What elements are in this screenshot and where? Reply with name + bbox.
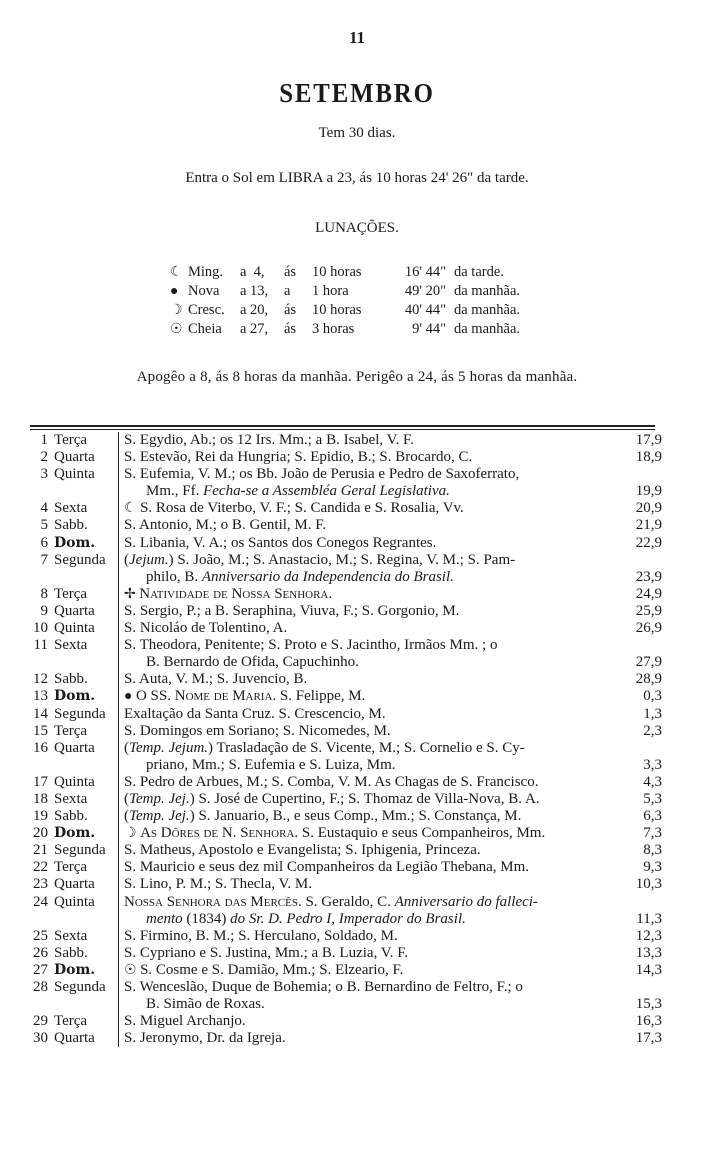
saints-description [124, 688, 365, 705]
day-number: 23 [33, 876, 48, 893]
saints-description [146, 996, 265, 1013]
moon-age: 15,3 [635, 996, 662, 1013]
saints-description [146, 757, 396, 774]
text-segment: S. Theodora, Penitente; S. Proto e S. Jacintho, Irmãos Mm. ; o [124, 637, 498, 654]
lunations-title: LUNAÇÕES. [315, 220, 399, 236]
text-segment: Exaltação da Santa Cruz. S. Crescencio, M. [124, 705, 386, 722]
row-line [0, 928, 714, 945]
feast-name: Nossa Senhora das Mercês. [124, 893, 302, 910]
table-row [0, 894, 714, 928]
text-segment: S. Mauricio e seus dez mil Companheiros da Legião Thebana, Mm. [124, 859, 530, 876]
row-line [0, 569, 714, 586]
weekday: Quinta [54, 620, 95, 637]
moon-age: 3,3 [643, 756, 662, 773]
weekday: Quarta [54, 876, 95, 893]
text-segment: B. Bernardo de Ofida, Capuchinho. [146, 654, 359, 671]
text-segment: ( [124, 551, 129, 568]
text-segment: priano, Mm.; S. Eufemia e S. Luiza, Mm. [146, 756, 396, 773]
weekday: Sabb. [54, 671, 88, 688]
weekday: Terça [54, 859, 88, 876]
moon-age: 21,9 [635, 517, 662, 534]
saints-description [124, 876, 312, 893]
lunation-prep: ás [284, 321, 297, 337]
row-line [0, 894, 714, 911]
row-line [0, 962, 714, 979]
lunation-phase: Cresc. [188, 302, 225, 318]
day-number: 3 [40, 466, 48, 483]
row-line [0, 723, 714, 740]
weekday: Segunda [54, 551, 106, 568]
table-row [0, 706, 714, 723]
weekday: Quarta [54, 449, 95, 466]
day-number: 24 [33, 893, 48, 910]
text-segment: O SS. [135, 688, 175, 705]
table-row [0, 825, 714, 842]
moon-age: 8,3 [643, 842, 662, 859]
feast-name: As Dôres de N. Senhora. [140, 825, 299, 842]
text-segment: (1834) [182, 910, 231, 927]
saints-description [124, 723, 391, 740]
table-row [0, 586, 714, 603]
lunation-day: a 13, [240, 283, 269, 299]
table-row [0, 552, 714, 586]
row-line [0, 740, 714, 757]
lunation-prep: a [284, 283, 291, 299]
saints-description [124, 979, 523, 996]
row-line [0, 791, 714, 808]
text-segment: ) S. José de Cupertino, F.; S. Thomaz de Villa-Nova, B. A. [189, 790, 540, 807]
weekday: Quinta [54, 773, 95, 790]
lunation-period: da manhãa. [454, 283, 521, 299]
table-row [0, 791, 714, 808]
moon-full-icon: ☉ [170, 322, 183, 337]
row-line [0, 688, 714, 705]
table-row [0, 979, 714, 1013]
weekday: Quinta [54, 466, 95, 483]
moon-age: 6,3 [643, 808, 662, 825]
saints-description [124, 894, 538, 911]
row-line [0, 1013, 714, 1030]
day-number: 7 [40, 551, 48, 568]
lunation-hours: 1 hora [312, 283, 349, 299]
text-segment: philo, B. [146, 568, 202, 585]
text-segment: S. Matheus, Apostolo e Evangelista; S. Iphigenia, Princeza. [124, 842, 481, 859]
lunation-phase: Nova [188, 283, 220, 299]
row-line [0, 586, 714, 603]
text-segment: S. Libania, V. A.; os Santos dos Conegos Regrantes. [124, 534, 437, 551]
row-line [0, 449, 714, 466]
lunation-phase: Ming. [188, 264, 224, 280]
moon-age: 20,9 [635, 500, 662, 517]
saints-description [124, 552, 515, 569]
saints-description [146, 654, 359, 671]
moon-age: 14,3 [635, 961, 662, 978]
moon-age: 11,3 [636, 910, 662, 927]
table-row [0, 723, 714, 740]
lunation-prep: ás [284, 264, 297, 280]
table-row [0, 928, 714, 945]
table-row [0, 432, 714, 449]
moon-age: 25,9 [635, 602, 662, 619]
italic-text: Anniversario da Independencia do Brasil. [201, 568, 454, 585]
weekday: Sabb. [54, 517, 88, 534]
text-segment: S. Geraldo, C. [301, 893, 395, 910]
weekday: Segunda [54, 705, 106, 722]
moon-age: 18,9 [635, 449, 662, 466]
row-line [0, 842, 714, 859]
lunation-row [170, 263, 520, 282]
row-line [0, 552, 714, 569]
moon-phase-icon: ✢ [124, 586, 140, 602]
table-row [0, 500, 714, 517]
table-row [0, 535, 714, 552]
sun-entry: Entra o Sol em LIBRA a 23, ás 10 horas 24' 26" da tarde. [185, 170, 529, 186]
day-number: 8 [40, 585, 48, 602]
text-segment: S. Eufemia, V. M.; os Bb. João de Perusia e Pedro de Saxoferrato, [124, 466, 520, 483]
table-row [0, 945, 714, 962]
row-line [0, 859, 714, 876]
table-row [0, 603, 714, 620]
lunation-minsec: 40' 44" [404, 302, 446, 318]
moon-phase-icon: ☾ [124, 501, 141, 517]
moon-phase-icon: ☽ [124, 826, 141, 842]
text-segment: S. Firmino, B. M.; S. Herculano, Soldado, M. [124, 927, 398, 944]
row-line [0, 500, 714, 517]
saints-description [124, 535, 436, 552]
weekday: Terça [54, 1013, 88, 1030]
lunations-list [170, 263, 520, 339]
saints-description [124, 928, 398, 945]
italic-text: Anniversario do falleci- [394, 893, 538, 910]
day-number: 6 [40, 534, 48, 551]
text-segment: S. Miguel Archanjo. [124, 1013, 246, 1030]
day-number: 5 [40, 517, 48, 534]
saints-description [124, 808, 521, 825]
lunation-period: da tarde. [454, 264, 504, 280]
text-segment: B. Simão de Roxas. [146, 996, 265, 1013]
weekday: Sexta [54, 927, 88, 944]
lunation-minsec: 16' 44" [404, 264, 446, 280]
weekday: Quarta [54, 1030, 95, 1047]
day-number: 1 [40, 432, 48, 448]
lunation-phase: Cheia [188, 321, 222, 337]
text-segment: S. Nicoláo de Tolentino, A. [124, 620, 288, 637]
weekday: Sabb. [54, 944, 88, 961]
saints-description [124, 706, 386, 723]
weekday: Terça [54, 585, 88, 602]
text-segment: S. Auta, V. M.; S. Juvencio, B. [124, 671, 308, 688]
lunation-hours: 3 horas [312, 321, 355, 337]
text-segment: S. Cosme e S. Damião, Mm.; S. Elzeario, F. [140, 961, 404, 978]
apogee-perigee: Apogêo a 8, ás 8 horas da manhãa. Perigêo a 24, ás 5 horas da manhãa. [136, 369, 578, 385]
day-number: 10 [33, 620, 48, 637]
table-row [0, 466, 714, 500]
moon-age: 4,3 [643, 773, 662, 790]
moon-age: 12,3 [635, 927, 662, 944]
day-number: 13 [33, 688, 48, 705]
text-segment: ( [124, 808, 129, 825]
saints-description [124, 859, 529, 876]
moon-age: 9,3 [643, 859, 662, 876]
saints-description [146, 911, 466, 928]
day-number: 26 [33, 944, 48, 961]
day-number: 29 [33, 1013, 48, 1030]
day-number: 15 [33, 722, 48, 739]
text-segment: S. Antonio, M.; o B. Gentil, M. F. [124, 517, 327, 534]
moon-phase-icon: ● [124, 689, 136, 705]
row-line [0, 757, 714, 774]
day-number: 30 [33, 1030, 48, 1047]
row-line [0, 603, 714, 620]
text-segment: S. Cypriano e S. Justina, Mm.; a B. Luzia, V. F. [124, 944, 409, 961]
table-row [0, 449, 714, 466]
lunation-row [170, 320, 520, 339]
lunation-day: a 4, [240, 264, 265, 280]
text-segment: S. Felippe, M. [276, 688, 366, 705]
moon-age: 13,3 [635, 944, 662, 961]
table-row [0, 688, 714, 705]
saints-description [124, 774, 538, 791]
italic-text: Temp. Jej. [129, 790, 190, 807]
moon-age: 26,9 [635, 620, 662, 637]
moon-age: 22,9 [635, 534, 662, 551]
italic-text: Temp. Jejum. [129, 739, 209, 756]
table-row [0, 1030, 714, 1047]
moon-age: 27,9 [635, 654, 662, 671]
table-row [0, 962, 714, 979]
saints-description [124, 671, 307, 688]
saints-description [124, 500, 464, 517]
text-segment: ) S. Januario, B., e seus Comp., Mm.; S. Constança, M. [189, 808, 522, 825]
weekday: Dom. [54, 534, 96, 551]
moon-age: 5,3 [643, 790, 662, 807]
row-line [0, 706, 714, 723]
italic-text: Temp. Jej. [129, 808, 190, 825]
table-row [0, 517, 714, 534]
days-count: Tem 30 dias. [318, 125, 396, 141]
day-number: 12 [33, 671, 48, 688]
moon-age: 24,9 [635, 585, 662, 602]
text-segment: ) S. João, M.; S. Anastacio, M.; S. Regina, V. M.; S. Pam- [168, 551, 516, 568]
table-row [0, 842, 714, 859]
row-line [0, 876, 714, 893]
table-row [0, 1013, 714, 1030]
italic-text: mento [146, 910, 183, 927]
saints-description [124, 945, 408, 962]
row-line [0, 774, 714, 791]
text-segment: Mm., Ff. [146, 483, 204, 500]
weekday: Dom. [54, 825, 96, 842]
saints-description [124, 1030, 286, 1047]
saints-description [124, 432, 414, 449]
moon-age: 16,3 [635, 1013, 662, 1030]
day-number: 25 [33, 927, 48, 944]
row-line [0, 825, 714, 842]
saints-description [124, 962, 403, 979]
lunation-period: da manhãa. [454, 302, 521, 318]
row-line [0, 945, 714, 962]
moon-age: 17,9 [635, 432, 662, 448]
moon-age: 2,3 [643, 722, 662, 739]
page-number: 11 [348, 28, 366, 47]
weekday: Dom. [54, 961, 96, 978]
day-number: 4 [40, 500, 48, 517]
moon-age: 10,3 [635, 876, 662, 893]
table-row [0, 808, 714, 825]
row-line [0, 911, 714, 928]
text-segment: S. Wenceslão, Duque de Bohemia; o B. Bernardino de Feltro, F.; o [124, 979, 523, 995]
moon-new-icon: ● [170, 284, 179, 299]
row-line [0, 1030, 714, 1047]
weekday: Segunda [54, 842, 106, 859]
weekday: Terça [54, 432, 88, 448]
row-line [0, 996, 714, 1013]
saints-description [146, 483, 450, 500]
table-row [0, 774, 714, 791]
text-segment: ( [124, 739, 129, 756]
italic-text: Fecha-se a Assembléa Geral Legislativa. [203, 483, 450, 500]
table-row [0, 637, 714, 671]
month-title: SETEMBRO [279, 78, 435, 108]
day-number: 14 [33, 705, 48, 722]
saints-description [124, 1013, 246, 1030]
weekday: Sabb. [54, 808, 88, 825]
day-number: 22 [33, 859, 48, 876]
lunation-minsec: 49' 20" [404, 283, 446, 299]
lunation-row [170, 282, 520, 301]
weekday: Quinta [54, 893, 95, 910]
moon-waning-icon: ☾ [170, 265, 183, 280]
text-segment: S. Pedro de Arbues, M.; S. Comba, V. M. As Chagas de S. Francisco. [124, 773, 539, 790]
weekday: Sexta [54, 790, 88, 807]
lunation-hours: 10 horas [312, 264, 362, 280]
text-segment: S. Egydio, Ab.; os 12 Irs. Mm.; a B. Isabel, V. F. [124, 432, 414, 448]
weekday: Sexta [54, 500, 88, 517]
lunation-period: da manhãa. [454, 321, 521, 337]
table-row [0, 876, 714, 893]
day-number: 27 [33, 961, 48, 978]
table-row [0, 620, 714, 637]
row-line [0, 637, 714, 654]
row-line [0, 808, 714, 825]
day-number: 18 [33, 790, 48, 807]
text-segment: S. Jeronymo, Dr. da Igreja. [124, 1030, 286, 1047]
saints-description [124, 791, 540, 808]
row-line [0, 432, 714, 449]
moon-waxing-icon: ☽ [170, 303, 183, 318]
weekday: Segunda [54, 979, 106, 995]
day-number: 11 [33, 637, 48, 654]
text-segment: S. Rosa de Viterbo, V. F.; S. Candida e S. Rosalia, Vv. [140, 500, 464, 517]
feast-name: Nome de Maria. [174, 688, 277, 705]
saints-description [124, 449, 472, 466]
row-line [0, 466, 714, 483]
text-segment: S. Sergio, P.; a B. Seraphina, Viuva, F.; S. Gorgonio, M. [124, 602, 460, 619]
row-line [0, 671, 714, 688]
moon-age: 23,9 [635, 568, 662, 585]
lunation-prep: ás [284, 302, 297, 318]
text-segment: S. Domingos em Soriano; S. Nicomedes, M. [124, 722, 391, 739]
moon-phase-icon: ☉ [124, 962, 141, 978]
italic-text: do Sr. D. Pedro I, Imperador do Brasil. [230, 910, 466, 927]
table-row [0, 859, 714, 876]
table-row [0, 671, 714, 688]
row-line [0, 517, 714, 534]
weekday: Dom. [54, 688, 96, 705]
moon-age: 28,9 [635, 671, 662, 688]
moon-age: 19,9 [635, 483, 662, 500]
double-rule [30, 425, 655, 430]
row-line [0, 979, 714, 996]
day-number: 21 [33, 842, 48, 859]
saints-description [124, 517, 326, 534]
row-line [0, 654, 714, 671]
saints-description [124, 603, 459, 620]
calendar-table [0, 432, 714, 1047]
weekday: Quarta [54, 739, 95, 756]
day-number: 2 [40, 449, 48, 466]
day-number: 19 [33, 808, 48, 825]
day-number: 20 [33, 825, 48, 842]
text-segment: ( [124, 790, 129, 807]
row-line [0, 620, 714, 637]
lunation-day: a 20, [240, 302, 269, 318]
moon-age: 17,3 [635, 1030, 662, 1047]
saints-description [124, 620, 287, 637]
text-segment: S. Estevão, Rei da Hungria; S. Epidio, B.; S. Brocardo, C. [124, 449, 473, 466]
day-number: 17 [33, 773, 48, 790]
saints-description [124, 586, 332, 603]
saints-description [124, 740, 525, 757]
lunation-hours: 10 horas [312, 302, 362, 318]
day-number: 28 [33, 979, 48, 995]
italic-text: Jejum. [129, 551, 169, 568]
moon-age: 1,3 [643, 705, 662, 722]
day-number: 9 [40, 602, 48, 619]
day-number: 16 [33, 739, 48, 756]
lunation-row [170, 301, 520, 320]
lunation-day: a 27, [240, 321, 269, 337]
saints-description [124, 842, 481, 859]
saints-description [146, 569, 454, 586]
row-line [0, 483, 714, 500]
weekday: Sexta [54, 637, 88, 654]
saints-description [124, 466, 519, 483]
saints-description [124, 825, 545, 842]
weekday: Quarta [54, 602, 95, 619]
feast-name: Natividade de Nossa Senhora. [139, 585, 333, 602]
weekday: Terça [54, 722, 88, 739]
saints-description [124, 637, 497, 654]
table-row [0, 740, 714, 774]
moon-age: 0,3 [643, 688, 662, 705]
text-segment: ) Trasladação de S. Vicente, M.; S. Cornelio e S. Cy- [208, 739, 525, 756]
text-segment: S. Lino, P. M.; S. Thecla, V. M. [124, 876, 312, 893]
text-segment: S. Eustaquio e seus Companheiros, Mm. [298, 825, 546, 842]
row-line [0, 535, 714, 552]
moon-age: 7,3 [643, 825, 662, 842]
lunation-minsec: 9' 44" [412, 321, 446, 337]
